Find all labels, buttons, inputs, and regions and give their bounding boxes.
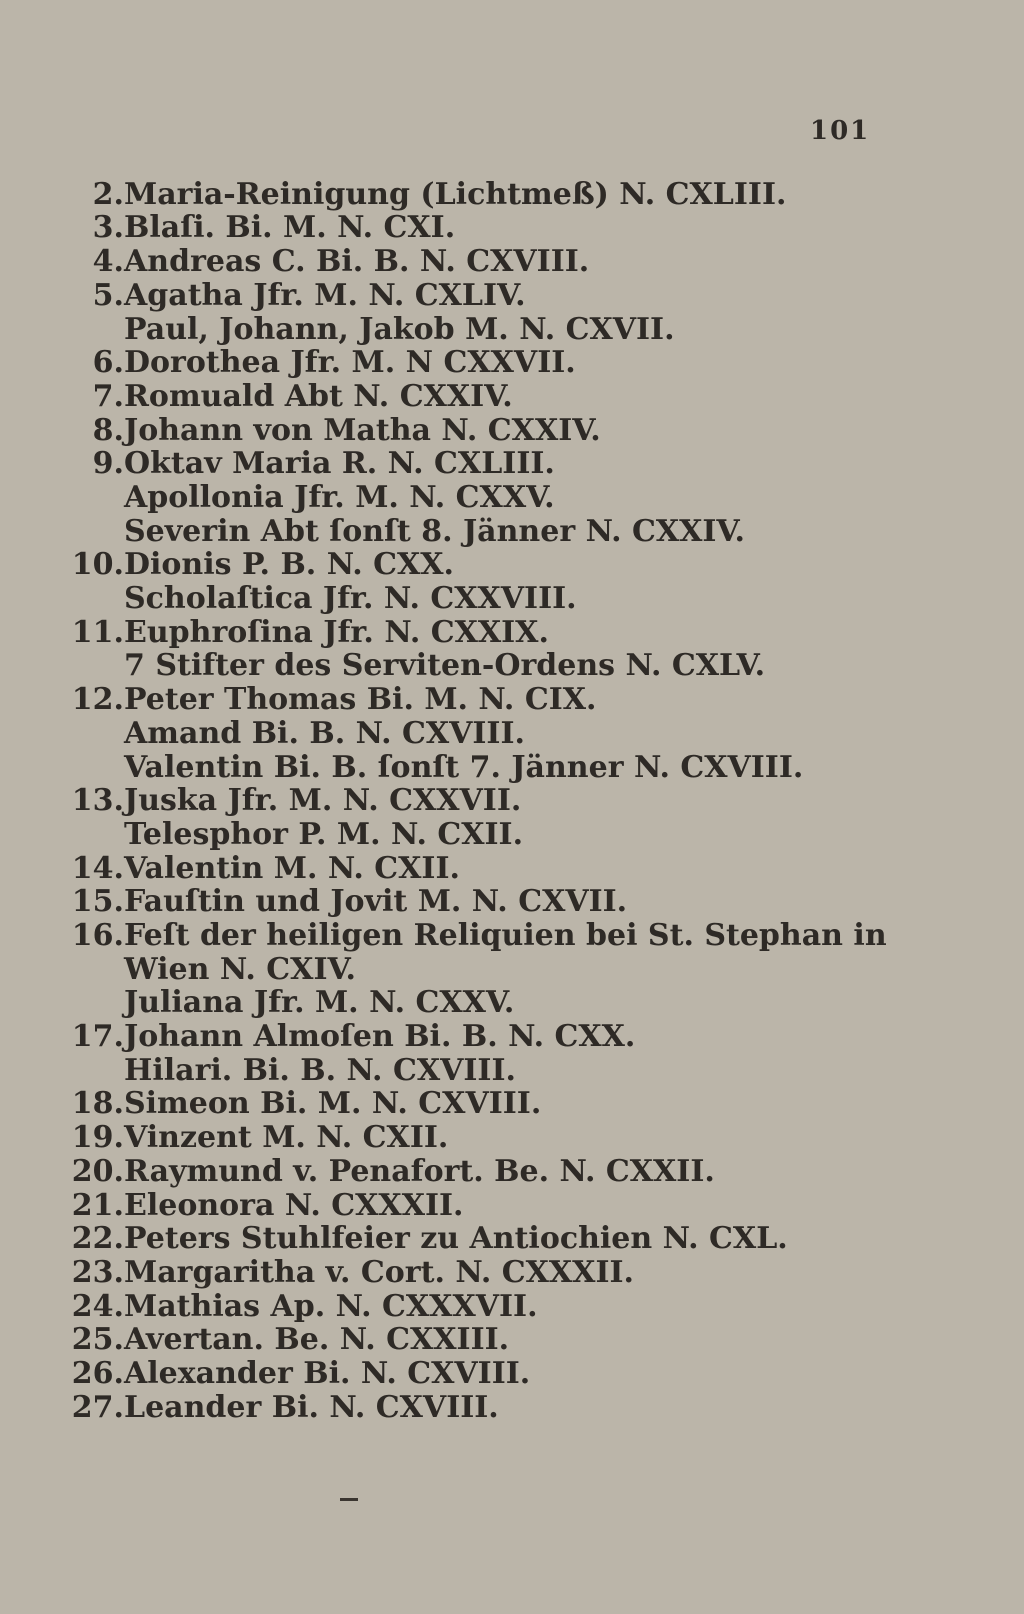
entry-text: 7 Stifter des Serviten-Ordens N. CXLV. bbox=[124, 648, 766, 683]
entry-text: Scholaſtica Jfr. N. CXXVIII. bbox=[124, 581, 577, 616]
calendar-entry bbox=[0, 515, 1024, 549]
entry-text: Oktav Maria R. N. CXLIII. bbox=[124, 446, 555, 481]
calendar-entry bbox=[0, 582, 1024, 616]
calendar-entry bbox=[0, 279, 1024, 313]
ink-mark bbox=[340, 1498, 358, 1501]
day-number: 23. bbox=[71, 1255, 124, 1290]
day-number: 26. bbox=[71, 1356, 124, 1391]
entry-text: Johann Almoſen Bi. B. N. CXX. bbox=[124, 1019, 636, 1054]
day-number: 14. bbox=[71, 851, 124, 886]
day-number: 18. bbox=[71, 1086, 124, 1121]
entry-text: Telesphor P. M. N. CXII. bbox=[124, 817, 524, 852]
entry-text: Peters Stuhlfeier zu Antiochien N. CXL. bbox=[124, 1221, 788, 1256]
day-number: 11. bbox=[71, 615, 124, 650]
calendar-entry bbox=[0, 986, 1024, 1020]
calendar-entry bbox=[0, 313, 1024, 347]
entry-text: Vinzent M. N. CXII. bbox=[124, 1120, 449, 1155]
entry-text: Wien N. CXIV. bbox=[124, 952, 356, 987]
entry-text: Valentin M. N. CXII. bbox=[124, 851, 460, 886]
calendar-entry bbox=[0, 1222, 1024, 1256]
day-number: 13. bbox=[71, 783, 124, 818]
calendar-entry bbox=[0, 1189, 1024, 1223]
day-number: 22. bbox=[71, 1221, 124, 1256]
day-number: 2. bbox=[92, 177, 124, 212]
day-number: 27. bbox=[71, 1390, 124, 1425]
calendar-entry bbox=[0, 1391, 1024, 1425]
day-number: 17. bbox=[71, 1019, 124, 1054]
calendar-entry bbox=[0, 380, 1024, 414]
day-number: 16. bbox=[71, 918, 124, 953]
day-number: 25. bbox=[71, 1322, 124, 1357]
calendar-entry bbox=[0, 885, 1024, 919]
entry-text: Andreas C. Bi. B. N. CXVIII. bbox=[124, 244, 590, 279]
entry-text: Maria-Reinigung (Lichtmeß) N. CXLIII. bbox=[124, 177, 787, 212]
page-number: 101 bbox=[810, 116, 871, 146]
entry-text: Dionis P. B. N. CXX. bbox=[124, 547, 454, 582]
day-number: 4. bbox=[92, 244, 124, 279]
day-number: 19. bbox=[71, 1120, 124, 1155]
entry-text: Feſt der heiligen Reliquien bei St. Stephan in bbox=[124, 918, 887, 953]
entry-text: Simeon Bi. M. N. CXVIII. bbox=[124, 1086, 542, 1121]
day-number: 8. bbox=[92, 413, 124, 448]
day-number: 20. bbox=[71, 1154, 124, 1189]
entry-text: Apollonia Jfr. M. N. CXXV. bbox=[124, 480, 555, 515]
entry-text: Severin Abt ſonſt 8. Jänner N. CXXIV. bbox=[124, 514, 745, 549]
entry-text: Fauſtin und Jovit M. N. CXVII. bbox=[124, 884, 628, 919]
day-number: 6. bbox=[92, 345, 124, 380]
calendar-entry bbox=[0, 548, 1024, 582]
day-number: 12. bbox=[71, 682, 124, 717]
day-number: 15. bbox=[71, 884, 124, 919]
day-number: 21. bbox=[71, 1188, 124, 1223]
calendar-entry bbox=[0, 1290, 1024, 1324]
calendar-entry bbox=[0, 852, 1024, 886]
day-number: 5. bbox=[92, 278, 124, 313]
calendar-entry bbox=[0, 211, 1024, 245]
calendar-entry bbox=[0, 447, 1024, 481]
calendar-entry bbox=[0, 784, 1024, 818]
calendar-entry bbox=[0, 1121, 1024, 1155]
calendar-entry bbox=[0, 1087, 1024, 1121]
entry-text: Blaſi. Bi. M. N. CXI. bbox=[124, 210, 456, 245]
calendar-entry bbox=[0, 717, 1024, 751]
entry-text: Avertan. Be. N. CXXIII. bbox=[124, 1322, 510, 1357]
day-number: 7. bbox=[92, 379, 124, 414]
entry-text: Johann von Matha N. CXXIV. bbox=[124, 413, 601, 448]
day-number: 3. bbox=[92, 210, 124, 245]
calendar-entry bbox=[0, 414, 1024, 448]
calendar-entry bbox=[0, 178, 1024, 212]
calendar-entry bbox=[0, 751, 1024, 785]
calendar-entry bbox=[0, 919, 1024, 953]
entry-text: Valentin Bi. B. ſonſt 7. Jänner N. CXVIII. bbox=[124, 750, 804, 785]
calendar-entry bbox=[0, 1155, 1024, 1189]
day-number: 10. bbox=[71, 547, 124, 582]
calendar-entry bbox=[0, 649, 1024, 683]
day-number: 24. bbox=[71, 1289, 124, 1324]
entry-text: Juliana Jfr. M. N. CXXV. bbox=[124, 985, 515, 1020]
calendar-entry bbox=[0, 346, 1024, 380]
calendar-entry bbox=[0, 1020, 1024, 1054]
day-number: 9. bbox=[92, 446, 124, 481]
calendar-entry bbox=[0, 245, 1024, 279]
entry-text: Agatha Jfr. M. N. CXLIV. bbox=[124, 278, 526, 313]
entry-text: Eleonora N. CXXXII. bbox=[124, 1188, 464, 1223]
entry-text: Margaritha v. Cort. N. CXXXII. bbox=[124, 1255, 634, 1290]
calendar-entry bbox=[0, 481, 1024, 515]
calendar-entry bbox=[0, 1256, 1024, 1290]
calendar-entry bbox=[0, 1323, 1024, 1357]
entry-text: Hilari. Bi. B. N. CXVIII. bbox=[124, 1053, 516, 1088]
entry-text: Raymund v. Penafort. Be. N. CXXII. bbox=[124, 1154, 715, 1189]
entry-text: Mathias Ap. N. CXXXVII. bbox=[124, 1289, 538, 1324]
entry-text: Alexander Bi. N. CXVIII. bbox=[124, 1356, 531, 1391]
calendar-entry bbox=[0, 818, 1024, 852]
entry-text: Paul, Johann, Jakob M. N. CXVII. bbox=[124, 312, 675, 347]
entry-text: Romuald Abt N. CXXIV. bbox=[124, 379, 513, 414]
entry-text: Juska Jfr. M. N. CXXVII. bbox=[124, 783, 522, 818]
entry-text: Leander Bi. N. CXVIII. bbox=[124, 1390, 499, 1425]
calendar-entry bbox=[0, 616, 1024, 650]
entry-text: Dorothea Jfr. M. N CXXVII. bbox=[124, 345, 576, 380]
entry-text: Peter Thomas Bi. M. N. CIX. bbox=[124, 682, 597, 717]
calendar-entry bbox=[0, 1054, 1024, 1088]
entry-text: Amand Bi. B. N. CXVIII. bbox=[124, 716, 525, 751]
calendar-entry bbox=[0, 683, 1024, 717]
calendar-entry bbox=[0, 953, 1024, 987]
entry-text: Euphroſina Jfr. N. CXXIX. bbox=[124, 615, 549, 650]
calendar-entry bbox=[0, 1357, 1024, 1391]
